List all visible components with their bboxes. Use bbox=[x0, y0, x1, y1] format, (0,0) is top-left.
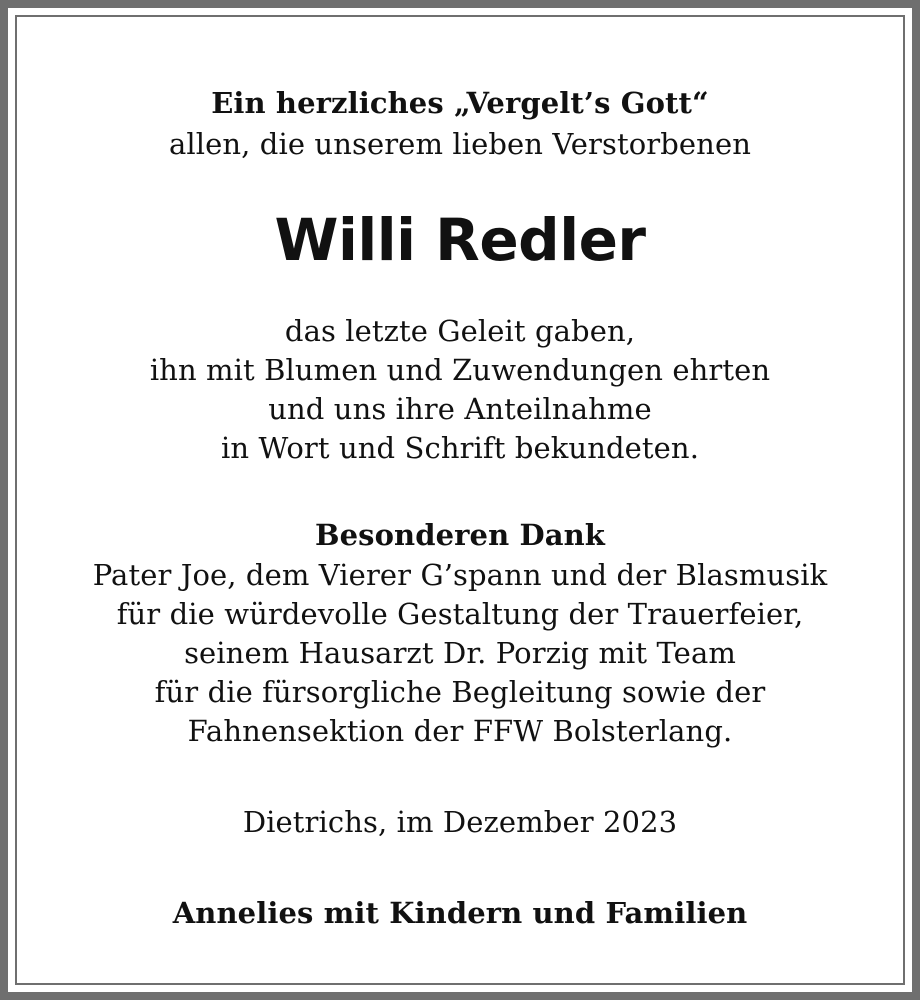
signature: Annelies mit Kindern und Familien bbox=[172, 896, 748, 930]
thanks-line-2: ihn mit Blumen und Zuwendungen ehrten bbox=[149, 353, 771, 387]
special-thanks-line-1: Pater Joe, dem Vierer G’spann und der Blasmusik bbox=[92, 558, 828, 592]
special-thanks-heading: Besonderen Dank bbox=[315, 518, 605, 552]
notice-heading: Ein herzliches „Vergelt’s Gott“ bbox=[211, 86, 709, 120]
place-date: Dietrichs, im Dezember 2023 bbox=[242, 805, 678, 839]
special-thanks-line-3: seinem Hausarzt Dr. Porzig mit Team bbox=[184, 636, 736, 670]
notice-intro: allen, die unserem lieben Verstorbenen bbox=[168, 127, 751, 161]
special-thanks-line-5: Fahnensektion der FFW Bolsterlang. bbox=[187, 714, 733, 748]
deceased-name: Willi Redler bbox=[274, 206, 646, 274]
thanks-line-3: und uns ihre Anteilnahme bbox=[268, 392, 652, 426]
thanks-line-1: das letzte Geleit gaben, bbox=[284, 314, 636, 348]
special-thanks-line-2: für die würdevolle Gestaltung der Trauerfeier, bbox=[116, 597, 804, 631]
thanks-line-4: in Wort und Schrift bekundeten. bbox=[220, 431, 700, 465]
special-thanks-line-4: für die fürsorgliche Begleitung sowie der bbox=[154, 675, 766, 709]
